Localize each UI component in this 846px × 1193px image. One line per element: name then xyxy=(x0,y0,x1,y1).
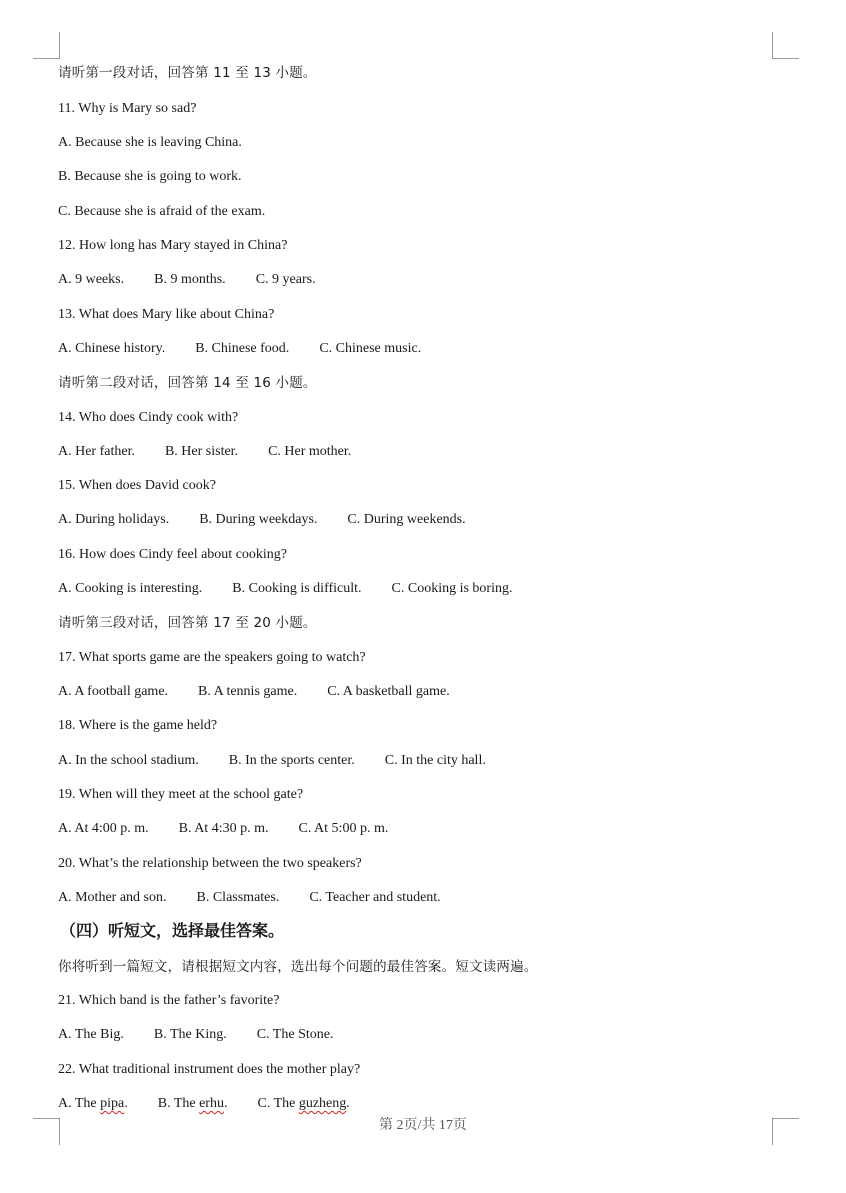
answer-options-row xyxy=(58,443,351,461)
answer-options-row xyxy=(58,1095,350,1113)
answer-option: A. At 4:00 p. m. xyxy=(58,821,149,836)
option-text: C. The xyxy=(257,1096,299,1111)
answer-option: C. During weekends. xyxy=(347,512,466,527)
answer-option: A. A football game. xyxy=(58,684,169,699)
answer-option: A. Mother and son. xyxy=(58,890,167,905)
question-text: 20. What’s the relationship between the two speakers? xyxy=(58,856,362,871)
section-instruction: 请听第一段对话，回答第 11 至 13 小题。 xyxy=(58,65,317,81)
answer-option: A. Her father. xyxy=(58,444,135,459)
answer-options-row xyxy=(58,683,450,701)
answer-option: B. The King. xyxy=(153,1027,227,1042)
answer-options-row xyxy=(58,271,316,289)
section-instruction: 请听第三段对话，回答第 17 至 20 小题。 xyxy=(58,615,317,631)
answer-option: B. Because she is going to work. xyxy=(58,169,242,184)
answer-option: B. At 4:30 p. m. xyxy=(178,821,269,836)
answer-option: A. The Big. xyxy=(58,1027,124,1042)
answer-option: C. The Stone. xyxy=(256,1027,334,1042)
question-text: 18. Where is the game held? xyxy=(58,718,218,733)
answer-option: C. In the city hall. xyxy=(384,753,486,768)
answer-option: B. Cooking is difficult. xyxy=(232,581,362,596)
crop-mark-top-left xyxy=(33,32,60,59)
answer-option: B. During weekdays. xyxy=(199,512,318,527)
answer-option xyxy=(158,1095,228,1113)
answer-option: A. In the school stadium. xyxy=(58,753,199,768)
answer-option: B. In the sports center. xyxy=(228,753,355,768)
question-text: 14. Who does Cindy cook with? xyxy=(58,410,239,425)
answer-options-row xyxy=(58,889,441,907)
answer-option: A. 9 weeks. xyxy=(58,272,125,287)
answer-option: C. At 5:00 p. m. xyxy=(298,821,389,836)
answer-options-row xyxy=(58,511,466,529)
option-text: B. The xyxy=(157,1096,200,1111)
question-text: 11. Why is Mary so sad? xyxy=(58,101,197,116)
answer-option: A. Chinese history. xyxy=(58,341,166,356)
answer-option: C. Because she is afraid of the exam. xyxy=(58,204,266,219)
question-text: 21. Which band is the father’s favorite? xyxy=(58,993,280,1008)
answer-option: A. Cooking is interesting. xyxy=(58,581,203,596)
answer-option: B. A tennis game. xyxy=(198,684,298,699)
option-text: . xyxy=(223,1096,228,1111)
answer-option: B. Her sister. xyxy=(164,444,239,459)
answer-option: C. Her mother. xyxy=(268,444,352,459)
answer-options-row xyxy=(58,340,421,358)
crop-mark-top-right xyxy=(772,32,799,59)
answer-option: A. During holidays. xyxy=(58,512,170,527)
answer-options-row xyxy=(58,752,486,770)
section-heading: （四）听短文，选择最佳答案。 xyxy=(60,921,285,940)
answer-option: B. Classmates. xyxy=(196,890,280,905)
answer-option: C. Cooking is boring. xyxy=(391,581,513,596)
question-text: 15. When does David cook? xyxy=(58,478,216,493)
section-instruction: 请听第二段对话，回答第 14 至 16 小题。 xyxy=(58,375,317,391)
answer-option xyxy=(257,1095,349,1113)
spellcheck-word: erhu xyxy=(199,1096,224,1111)
answer-option: B. 9 months. xyxy=(154,272,226,287)
answer-option: C. Chinese music. xyxy=(319,341,422,356)
answer-options-row xyxy=(58,820,388,838)
option-text: . xyxy=(124,1096,128,1111)
answer-option: B. Chinese food. xyxy=(195,341,290,356)
question-text: 17. What sports game are the speakers going to watch? xyxy=(58,650,366,665)
answer-option: A. Because she is leaving China. xyxy=(58,135,242,150)
answer-option xyxy=(58,1095,128,1113)
question-text: 12. How long has Mary stayed in China? xyxy=(58,238,288,253)
section-instruction: 你将听到一篇短文，请根据短文内容，选出每个问题的最佳答案。短文读两遍。 xyxy=(58,959,538,975)
answer-options-row xyxy=(58,1026,333,1044)
spellcheck-word: pipa xyxy=(100,1096,125,1111)
question-text: 19. When will they meet at the school gate? xyxy=(58,787,304,802)
spellcheck-word: guzheng xyxy=(298,1096,347,1111)
answer-option: C. A basketball game. xyxy=(327,684,450,699)
page-footer: 第 2页/共 17页 xyxy=(379,1118,467,1133)
question-text: 16. How does Cindy feel about cooking? xyxy=(58,547,288,562)
question-text: 22. What traditional instrument does the mother play? xyxy=(58,1062,361,1077)
option-text: . xyxy=(346,1096,350,1111)
answer-options-row xyxy=(58,580,513,598)
answer-option: C. Teacher and student. xyxy=(309,890,441,905)
option-text: A. The xyxy=(58,1096,101,1111)
question-text: 13. What does Mary like about China? xyxy=(58,307,275,322)
answer-option: C. 9 years. xyxy=(255,272,316,287)
